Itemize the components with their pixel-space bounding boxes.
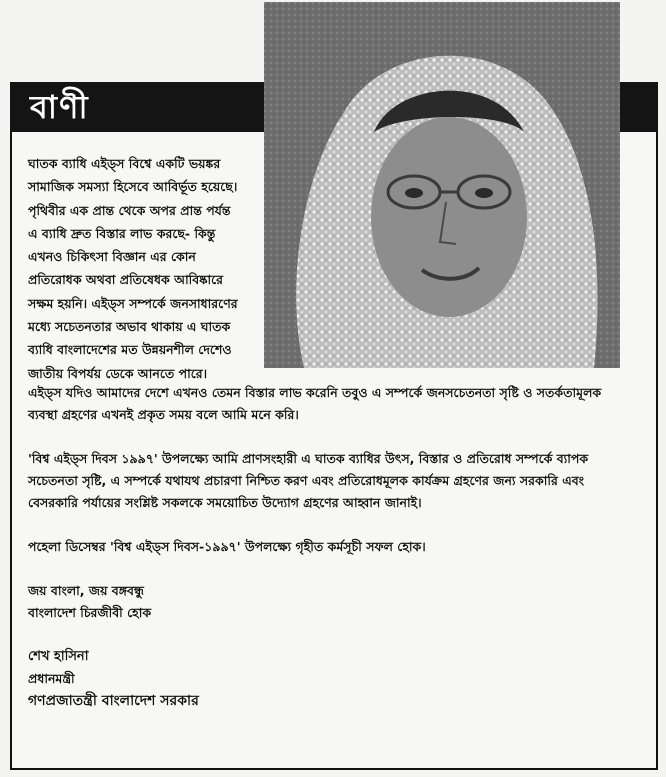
paragraph3-line: সচেতনতা সৃষ্টি, এ সম্পর্কে যথাযথ প্রচারণা নিশ্চিত করণ এবং প্রতিরোধমূলক কার্যক্রম গ্রহণের জন্য সরকারি এবং — [28, 473, 585, 488]
header-bar-right — [620, 82, 658, 132]
intro-line: এ ব্যাধি দ্রুত বিস্তার লাভ করছে- কিন্তু — [28, 225, 216, 241]
slogan-line: জয় বাংলা, জয় বঙ্গবন্ধু — [28, 583, 144, 598]
intro-line: পৃথিবীর এক প্রান্ত থেকে অপর প্রান্ত পর্যন্ত — [28, 202, 231, 218]
intro-line: জাতীয় বিপর্যয় ডেকে আনতে পারে। — [28, 365, 208, 381]
intro-line: মধ্যে সচেতনতার অভাব থাকায় এ ঘাতক — [28, 319, 231, 335]
intro-line: এখনও চিকিৎসা বিজ্ঞান এর কোন — [28, 249, 196, 265]
signature-org: গণপ্রজাতন্ত্রী বাংলাদেশ সরকার — [28, 693, 199, 709]
intro-line: ঘাতক ব্যাধি এইড্স বিশ্বে একটি ভয়ঙ্কর — [28, 156, 221, 171]
intro-line: সক্ষম হয়নি। এইড্স সম্পর্কে জনসাধারণের — [28, 295, 238, 311]
paragraph3-line: বেসরকারি পর্যায়ের সংশ্লিষ্ট সকলকে সময়োচিত উদ্যোগ গ্রহণের আহ্বান জানাই। — [28, 495, 422, 510]
paragraph4: পহেলা ডিসেম্বর 'বিশ্ব এইড্স দিবস-১৯৯৭' উপলক্ষ্যে গৃহীত কর্মসূচী সফল হোক। — [28, 539, 426, 554]
portrait-photo-icon — [264, 2, 620, 368]
paragraph3-line: 'বিশ্ব এইড্স দিবস ১৯৯৭' উপলক্ষ্যে আমি প্রাণসংহারী এ ঘাতক ব্যাধির উৎস, বিস্তার ও প্রতিরোধ সম্পর্কে ব্যাপক — [28, 451, 589, 466]
message-body — [28, 382, 638, 712]
paragraph2-line: ব্যবস্থা গ্রহণের এখনই প্রকৃত সময় বলে আমি মনে করি। — [28, 407, 299, 422]
portrait-photo — [264, 2, 620, 368]
intro-line: সামাজিক সমস্যা হিসেবে আবির্ভূত হয়েছে। — [28, 179, 238, 195]
intro-line: ব্যাধি বাংলাদেশের মত উন্নয়নশীল দেশেও — [28, 342, 232, 358]
paragraph2-line: এইড্স যদিও আমাদের দেশে এখনও তেমন বিস্তার লাভ করেনি তবুও এ সম্পর্কে জনসচেতনতা সৃষ্টি ও সতর্কতামূলক — [28, 385, 602, 400]
intro-line: প্রতিরোধক অথবা প্রতিষেধক আবিষ্কারে — [28, 272, 224, 288]
signature-name: শেখ হাসিনা — [28, 649, 89, 664]
signature-title: প্রধানমন্ত্রী — [28, 671, 75, 686]
page-title: বাণী — [30, 88, 90, 126]
intro-paragraph — [28, 152, 260, 385]
slogan-line: বাংলাদেশ চিরজীবী হোক — [28, 605, 152, 620]
